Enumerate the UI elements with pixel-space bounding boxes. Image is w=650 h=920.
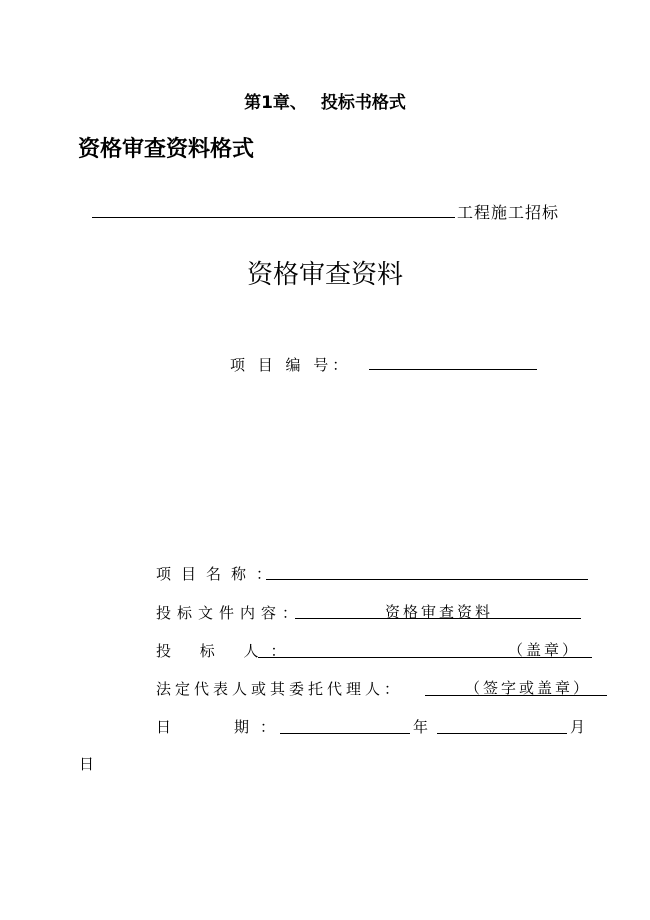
tender-suffix: 工程施工招标 [457, 203, 560, 222]
chapter-title: 投标书格式 [320, 93, 406, 113]
project-name-field[interactable] [266, 579, 588, 580]
project-name-blank-line [92, 217, 455, 218]
date-label: 日 期： [156, 718, 287, 736]
date-year-field[interactable] [280, 733, 410, 734]
project-number-label: 项 目 编 号： [230, 356, 352, 374]
representative-sign-note: （签字或盖章） [465, 679, 592, 697]
representative-label: 法定代表人或其委托代理人： [156, 680, 404, 698]
bid-content-label: 投标文件内容： [156, 604, 304, 622]
chapter-heading [0, 88, 650, 113]
project-number-field[interactable] [369, 369, 537, 370]
chapter-number: 第1章、 [244, 93, 307, 113]
bidder-label: 投 标 人： [156, 642, 298, 660]
bidder-seal-note: （盖章） [508, 641, 581, 659]
date-year-unit: 年 [413, 718, 429, 736]
date-month-unit: 月 [570, 718, 586, 736]
document-title: 资格审查资料 [246, 260, 403, 290]
project-name-label: 项目名称： [156, 565, 282, 583]
date-day-unit: 日 [79, 755, 95, 773]
date-month-field[interactable] [437, 733, 567, 734]
section-title: 资格审查资料格式 [78, 137, 255, 162]
bid-content-value: 资格审查资料 [385, 603, 494, 621]
